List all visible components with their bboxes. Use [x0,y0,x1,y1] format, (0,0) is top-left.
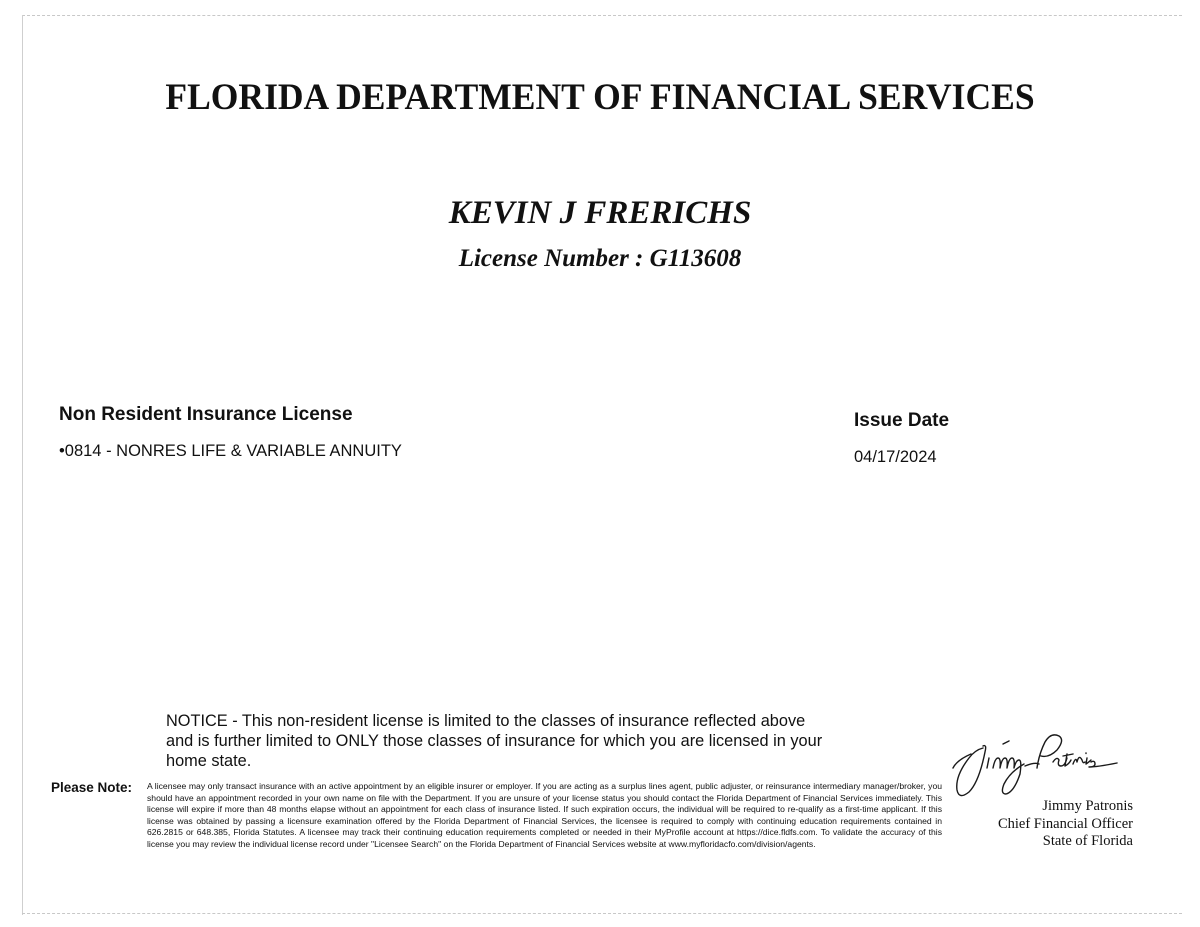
issue-date-heading: Issue Date [854,410,950,431]
signer-block [960,798,1133,851]
page-border-bottom [22,913,1182,914]
license-class-item [59,442,402,461]
please-note-text: A licensee may only transact insurance with an active appointment by an eligible insurer or employer. If you are acting as a surplus lines agent, public adjuster, or reinsurance intermediary manager/broker, you should have an appointment recorded in your own name on file with the Department. If you are unsure of your license status you should contact the Florida Department of Financial Services immediately. This license will expire if more than 48 months elapse without an appointment for each class of insurance listed. If such expiration occurs, the individual will be required to re-qualify as a first-time applicant. If this license was obtained by passing a licensure examination offered by the Florida Department of Financial Services, the licensee is required to comply with continuing education requirements contained in 626.2815 or 648.385, Florida Statutes. A licensee may track their continuing education requirements completed or needed in their MyProfile account at https://dice.fldfs.com. To validate the accuracy of this license you may review the individual license record under "Licensee Search" on the Florida Department of Financial Services website at www.myfloridacfo.com/division/agents. [147,781,942,849]
issue-date-value: 04/17/2024 [854,448,937,466]
please-note-label: Please Note: [51,780,133,795]
bullet-icon: • [59,442,65,460]
signer-jurisdiction: State of Florida [1042,833,1133,849]
notice-line: home state. [166,751,252,770]
page-border-top [22,15,1182,16]
license-number: License Number : G113608 [458,245,742,272]
licensee-name: KEVIN J FRERICHS [448,195,752,231]
notice-line: and is further limited to ONLY those classes of insurance for which you are licensed in your [166,731,823,750]
signer-name: Jimmy Patronis [1042,798,1133,814]
handwritten-signature-icon [945,728,1135,808]
license-class-text: 0814 - NONRES LIFE & VARIABLE ANNUITY [64,442,402,460]
notice-line: NOTICE - This non-resident license is limited to the classes of insurance reflected above [166,711,806,730]
page-border-left [22,15,23,915]
non-resident-notice [166,711,876,771]
department-title: FLORIDA DEPARTMENT OF FINANCIAL SERVICES [165,77,1035,118]
signer-title: Chief Financial Officer [997,815,1133,832]
license-type-heading: Non Resident Insurance License [59,404,353,425]
